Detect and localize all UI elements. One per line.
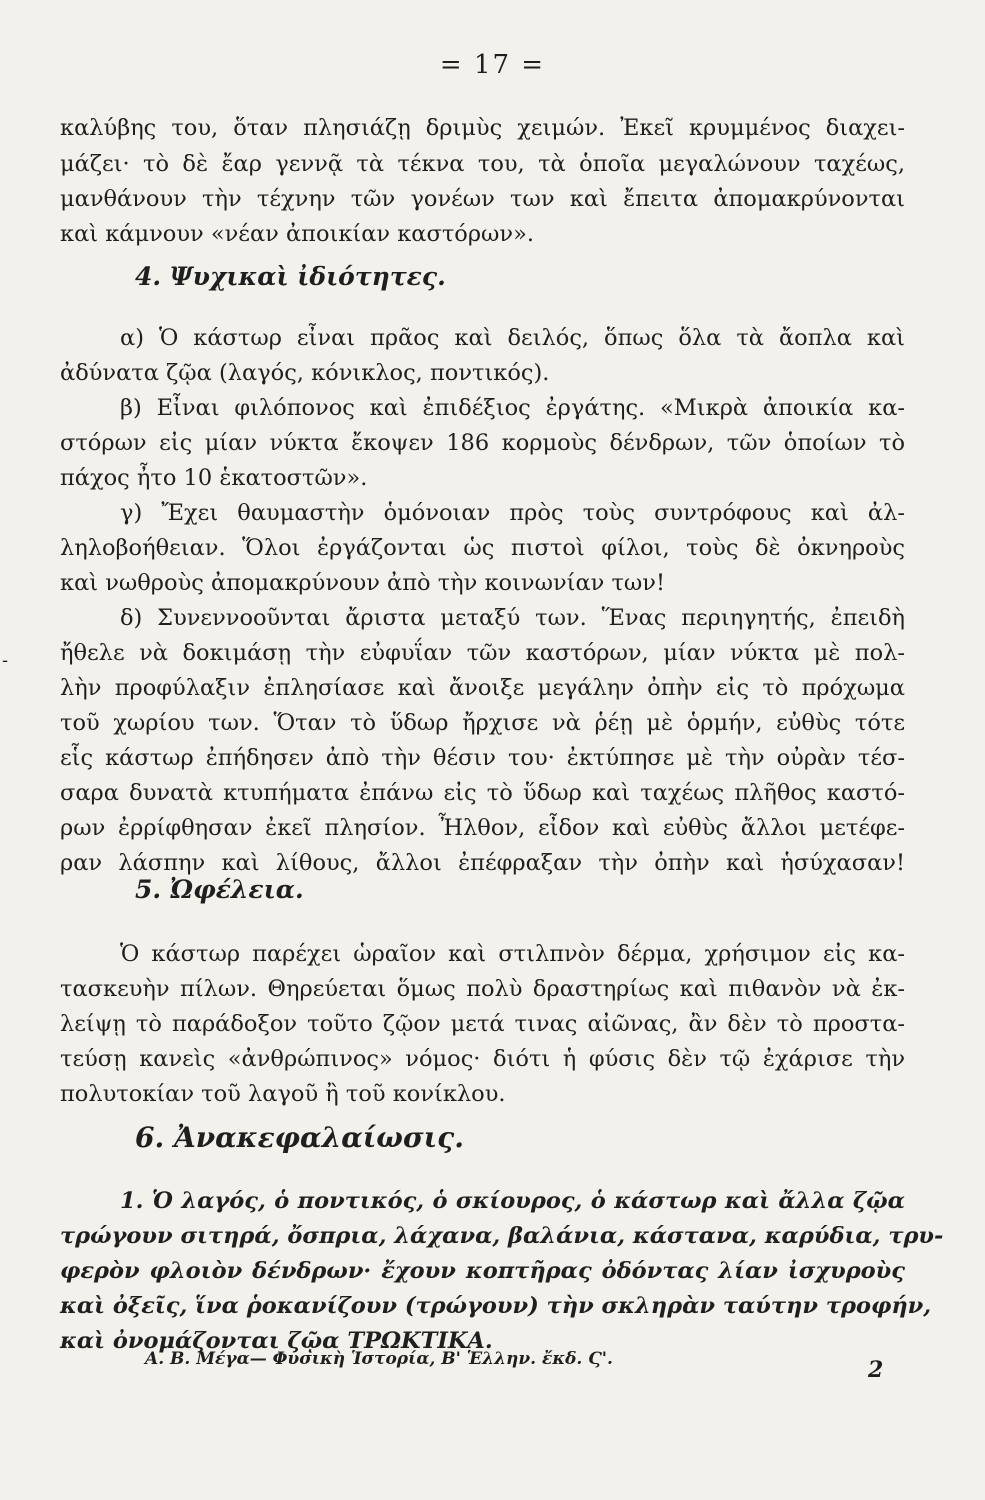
text-line: λὴν προφύλαξιν ἐπλησίασε καὶ ἄνοιξε μεγάλην ὀπὴν εἰς τὸ πρόχωμα <box>60 675 905 701</box>
text-line: α) Ὁ κάστωρ εἶναι πρᾶος καὶ δειλός, ὅπως ὅλα τὰ ἄοπλα καὶ <box>120 325 905 351</box>
text-line: δ) Συνεννοοῦνται ἄριστα μεταξύ των. Ἕνας περιηγητής, ἐπειδὴ <box>120 605 905 631</box>
text-line: μάζει· τὸ δὲ ἔαρ γεννᾷ τὰ τέκνα του, τὰ ὁποῖα μεγαλώνουν ταχέως, <box>60 151 905 177</box>
text-line: ρων ἐρρίφθησαν ἐκεῖ πλησίον. Ἦλθον, εἶδον καὶ εὐθὺς ἄλλοι μετέφε- <box>60 815 905 841</box>
summary-line: καὶ ὀξεῖς, ἵνα ῥοκανίζουν (τρώγουν) τὴν σκληρὰν ταύτην τροφήν, <box>60 1293 932 1319</box>
text-line: πάχος ἦτο 10 ἑκατοστῶν». <box>60 465 368 491</box>
text-line: καὶ νωθροὺς ἀπομακρύνουν ἀπὸ τὴν κοινωνίαν των! <box>60 570 665 596</box>
section-heading-5: 5. Ὠφέλεια. <box>135 875 304 904</box>
source-citation: Α. Β. Μέγα— Φυσικὴ Ἱστορία, Β' Ἑλλην. ἔκδ. Ϛ'. <box>145 1349 613 1369</box>
summary-line: φερὸν φλοιὸν δένδρων· ἔχουν κοπτῆρας ὀδόντας λίαν ἰσχυροὺς <box>60 1258 905 1284</box>
summary-line: τρώγουν σιτηρά, ὄσπρια, λάχανα, βαλάνια, κάστανα, καρύδια, τρυ- <box>60 1223 944 1249</box>
summary-line: καὶ ὀνομάζονται ζῷα ΤΡΩΚΤΙΚΑ. <box>60 1328 493 1354</box>
text-line: σαρα δυνατὰ κτυπήματα ἐπάνω εἰς τὸ ὕδωρ καὶ ταχέως πλῆθος καστό- <box>60 780 905 806</box>
margin-mark: - <box>2 650 9 671</box>
section-heading-4: 4. Ψυχικαὶ ἰδιότητες. <box>135 262 446 291</box>
summary-line: 1. Ὁ λαγός, ὁ ποντικός, ὁ σκίουρος, ὁ κάστωρ καὶ ἄλλα ζῷα <box>120 1188 905 1214</box>
section-heading-6: 6. Ἀνακεφαλαίωσις. <box>135 1121 464 1154</box>
text-line: καλύβης του, ὅταν πλησιάζῃ δριμὺς χειμών. Ἐκεῖ κρυμμένος διαχει- <box>60 115 905 141</box>
text-line: ραν λάσπην καὶ λίθους, ἄλλοι ἐπέφραξαν τὴν ὀπὴν καὶ ἡσύχασαν! <box>60 850 905 876</box>
text-line: στόρων εἰς μίαν νύκτα ἔκοψεν 186 κορμοὺς δένδρων, τῶν ὁποίων τὸ <box>60 430 905 456</box>
text-line: τοῦ χωρίου των. Ὅταν τὸ ὕδωρ ἤρχισε νὰ ῥέῃ μὲ ὁρμήν, εὐθὺς τότε <box>60 710 905 736</box>
text-line: β) Εἶναι φιλόπονος καὶ ἐπιδέξιος ἐργάτης. «Μικρὰ ἀποικία κα- <box>120 395 905 421</box>
text-line: Ὁ κάστωρ παρέχει ὡραῖον καὶ στιλπνὸν δέρμα, χρήσιμον εἰς κα- <box>120 941 905 967</box>
text-line: τασκευὴν πίλων. Θηρεύεται ὅμως πολὺ δραστηρίως καὶ πιθανὸν νὰ ἐκ- <box>60 976 905 1002</box>
text-line: καὶ κάμνουν «νέαν ἀποικίαν καστόρων». <box>60 221 535 247</box>
text-line: εἷς κάστωρ ἐπήδησεν ἀπὸ τὴν θέσιν του· ἐκτύπησε μὲ τὴν οὐρὰν τέσ- <box>60 745 905 771</box>
text-line: τεύσῃ κανεὶς «ἀνθρώπινος» νόμος· διότι ἡ φύσις δὲν τῷ ἐχάρισε τὴν <box>60 1046 905 1072</box>
text-line: μανθάνουν τὴν τέχνην τῶν γονέων των καὶ ἔπειτα ἀπομακρύνονται <box>60 186 905 212</box>
text-line: ἀδύνατα ζῷα (λαγός, κόνικλος, ποντικός). <box>60 360 550 386</box>
text-line: ἤθελε νὰ δοκιμάσῃ τὴν εὐφυΐαν τῶν καστόρων, μίαν νύκτα μὲ πολ- <box>60 640 905 666</box>
text-line: γ) Ἔχει θαυμαστὴν ὁμόνοιαν πρὸς τοὺς συντρόφους καὶ ἀλ- <box>120 500 905 526</box>
text-line: λείψῃ τὸ παράδοξον τοῦτο ζῷον μετά τινας αἰῶνας, ἂν δὲν τὸ προστα- <box>60 1011 905 1037</box>
text-line: πολυτοκίαν τοῦ λαγοῦ ἢ τοῦ κονίκλου. <box>60 1081 506 1107</box>
text-line: ληλοβοήθειαν. Ὅλοι ἐργάζονται ὡς πιστοὶ φίλοι, τοὺς δὲ ὀκνηροὺς <box>60 535 905 561</box>
page-number: = 17 = <box>439 50 546 80</box>
signature-mark: 2 <box>868 1357 884 1383</box>
